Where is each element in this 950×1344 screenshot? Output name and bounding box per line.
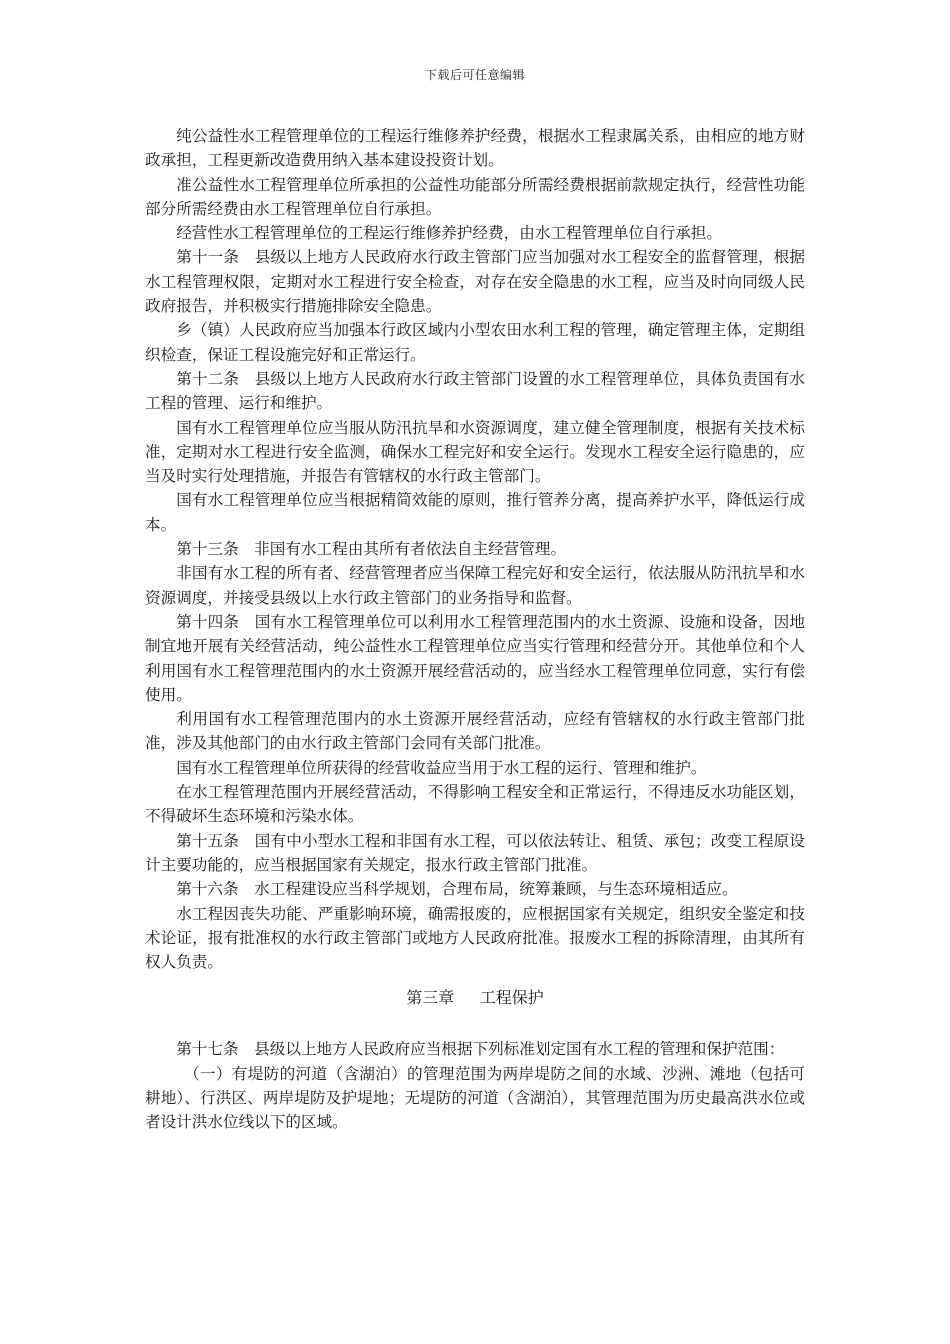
paragraph: 乡（镇）人民政府应当加强本行政区域内小型农田水利工程的管理，确定管理主体，定期组织检查，保证工程设施完好和正常运行。 — [145, 321, 805, 364]
article-12: 第十二条 县级以上地方人民政府水行政主管部门设置的水工程管理单位，具体负责国有水工程的管理、运行和维护。 — [145, 369, 805, 413]
chapter-title: 工程保护 — [479, 988, 544, 1008]
paragraph: 水工程因丧失功能、严重影响环境，确需报废的，应根据国家有关规定，组织安全鉴定和技术论证，报有批准权的水行政主管部门或地方人民政府批准。报废水工程的拆除清理，由其所有权人负责。 — [145, 904, 805, 972]
page-header: 下载后可任意编辑 — [424, 68, 525, 82]
paragraph: 准公益性水工程管理单位所承担的公益性功能部分所需经费根据前款规定执行，经营性功能部分所需经费由水工程管理单位自行承担。 — [145, 175, 805, 218]
article-17: 第十七条 县级以上地方人民政府应当根据下列标准划定国有水工程的管理和保护范围： — [176, 1040, 785, 1059]
article-15: 第十五条 国有中小型水工程和非国有水工程，可以依法转让、租赁、承包；改变工程原设计主要功能的，应当根据国家有关规定，报水行政主管部门批准。 — [145, 831, 805, 874]
paragraph: 国有水工程管理单位应当根据精简效能的原则，推行管养分离，提高养护水平，降低运行成本。 — [145, 491, 805, 534]
paragraph: 纯公益性水工程管理单位的工程运行维修养护经费，根据水工程隶属关系，由相应的地方财政承担，工程更新改造费用纳入基本建设投资计划。 — [145, 127, 805, 170]
paragraph: 国有水工程管理单位应当服从防汛抗旱和水资源调度，建立健全管理制度，根据有关技术标准，定期对水工程进行安全监测，确保水工程完好和安全运行。发现水工程安全运行隐患的，应当及时实行处理措施，并报告有管辖权的水行政主管部门。 — [145, 418, 805, 486]
article-16: 第十六条 水工程建设应当科学规划，合理布局，统筹兼顾，与生态环境相适应。 — [176, 880, 738, 899]
paragraph: 利用国有水工程管理范围内的水土资源开展经营活动，应经有管辖权的水行政主管部门批准，涉及其他部门的由水行政主管部门会同有关部门批准。 — [145, 710, 805, 753]
article-14: 第十四条 国有水工程管理单位可以利用水工程管理范围内的水土资源、设施和设备，因地制宜地开展有关经营活动，纯公益性水工程管理单位应当实行管理和经营分开。其他单位和个人利用国有水工程管理范围内的水土资源开展经营活动的，应当经水工程管理单位同意，实行有偿使用。 — [145, 612, 805, 704]
document-body — [145, 124, 805, 1135]
paragraph: 在水工程管理范围内开展经营活动，不得影响工程安全和正常运行，不得违反水功能区划，不得破坏生态环境和污染水体。 — [145, 783, 805, 826]
article-13: 第十三条 非国有水工程由其所有者依法自主经营管理。 — [176, 540, 567, 559]
chapter-heading — [145, 986, 805, 1010]
paragraph: 经营性水工程管理单位的工程运行维修养护经费，由水工程管理单位自行承担。 — [176, 224, 722, 243]
article-11: 第十一条 县级以上地方人民政府水行政主管部门应当加强对水工程安全的监督管理，根据水工程管理权限，定期对水工程进行安全检查，对存在安全隐患的水工程，应当及时向同级人民政府报告，并积极实行措施排除安全隐患。 — [145, 248, 805, 316]
list-item: （一）有堤防的河道（含湖泊）的管理范围为两岸堤防之间的水域、沙洲、滩地（包括可耕地）、行洪区、两岸堤防及护堤地；无堤防的河道（含湖泊），其管理范围为历史最高洪水位或者设计洪水位线以下的区域。 — [145, 1064, 805, 1132]
chapter-number: 第三章 — [406, 988, 455, 1008]
paragraph: 国有水工程管理单位所获得的经营收益应当用于水工程的运行、管理和维护。 — [176, 758, 707, 777]
paragraph: 非国有水工程的所有者、经营管理者应当保障工程完好和安全运行，依法服从防汛抗旱和水资源调度，并接受县级以上水行政主管部门的业务指导和监督。 — [145, 564, 805, 607]
